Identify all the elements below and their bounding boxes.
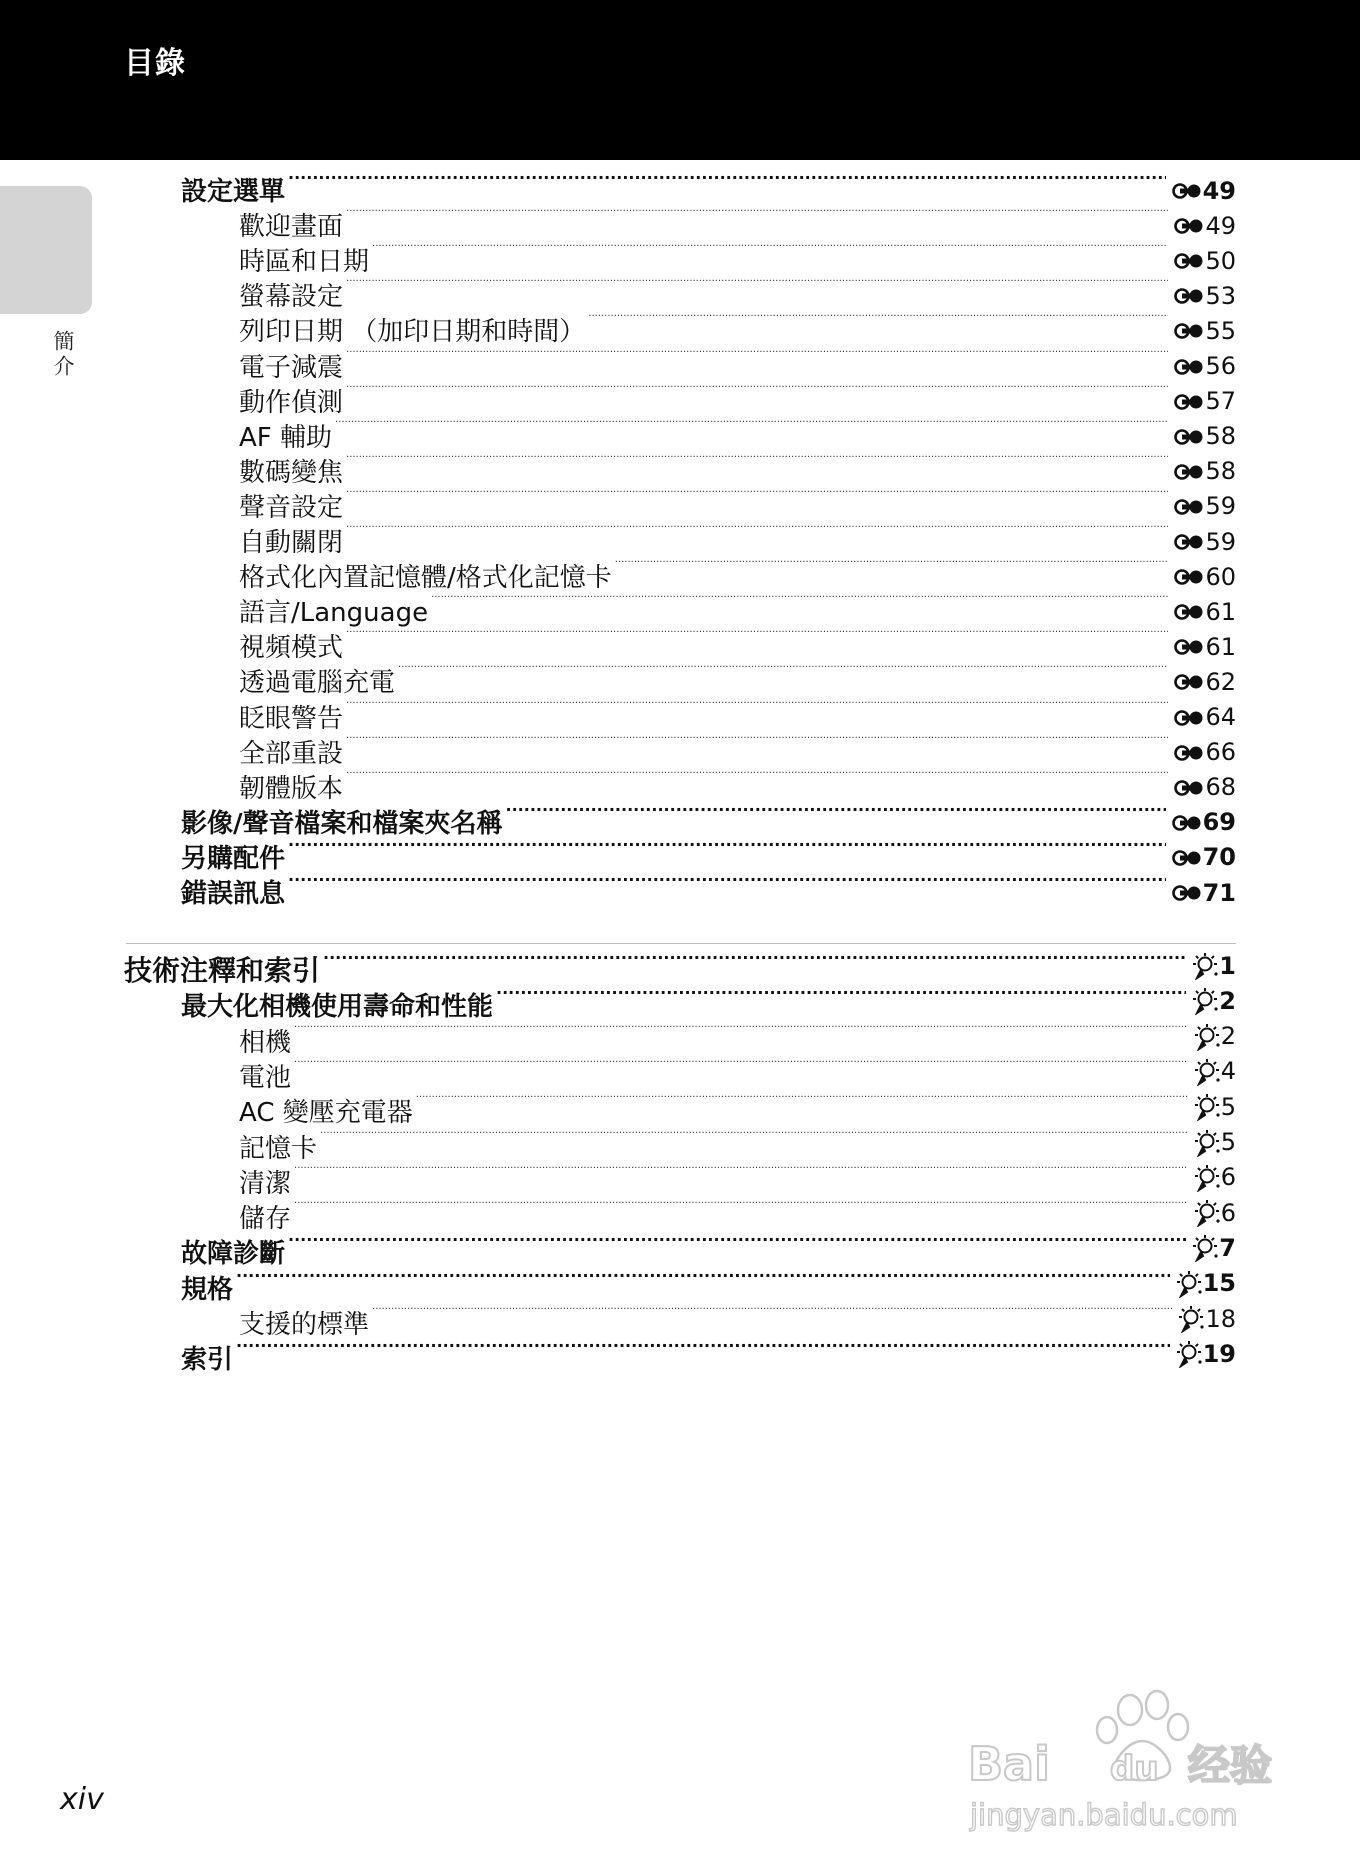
dot-leader — [496, 980, 1186, 1015]
toc-subitem[interactable] — [239, 1157, 1236, 1199]
dot-leader — [346, 446, 1168, 481]
reference-section-icon — [1174, 673, 1204, 691]
toc-entry-label: 清潔 — [239, 1168, 292, 1199]
reference-section-icon — [1174, 463, 1204, 481]
toc-page-number: 53 — [1205, 281, 1236, 310]
toc-subitem[interactable] — [239, 376, 1236, 418]
toc-page-ref[interactable] — [1172, 1302, 1236, 1337]
reference-section-icon — [1172, 849, 1202, 867]
toc-entry-label: 相機 — [239, 1027, 292, 1058]
toc-subitem[interactable] — [239, 411, 1236, 453]
dot-leader — [588, 305, 1168, 340]
dot-leader — [416, 1086, 1188, 1121]
toc-page-number: 68 — [1205, 773, 1236, 802]
toc-page-number: 18 — [1205, 1304, 1236, 1333]
toc-item[interactable] — [181, 797, 1236, 839]
dot-leader — [346, 516, 1168, 551]
technical-notes-icon — [1178, 1305, 1204, 1333]
dot-leader — [615, 551, 1169, 586]
reference-section-icon — [1174, 603, 1204, 621]
technical-notes-icon — [1194, 1093, 1220, 1121]
toc-page-number: 61 — [1205, 632, 1236, 661]
toc-subitem[interactable] — [239, 621, 1236, 664]
dot-leader — [431, 586, 1168, 621]
dot-leader — [320, 1122, 1188, 1157]
technical-notes-icon — [1192, 1234, 1218, 1262]
toc-subitem[interactable] — [239, 762, 1236, 804]
toc-entry-label: 錯誤訊息 — [181, 879, 286, 909]
toc-page-number: 2 — [1219, 986, 1236, 1015]
toc-page-number: 7 — [1219, 1233, 1236, 1262]
toc-subitem[interactable] — [239, 481, 1236, 523]
toc-entry-label: 時區和日期 — [239, 247, 370, 278]
dot-leader — [294, 1192, 1188, 1227]
reference-section-icon — [1174, 428, 1204, 446]
technical-notes-icon — [1176, 1340, 1202, 1368]
reference-section-icon — [1174, 393, 1204, 411]
toc-entry-label: 語言/Language — [239, 598, 429, 629]
toc-entry-label: 歡迎畫面 — [239, 212, 344, 243]
toc-entry-label: 另購配件 — [181, 843, 286, 874]
toc-subitem[interactable] — [239, 1016, 1236, 1058]
toc-entry-label: 眨眼警告 — [239, 703, 344, 734]
technical-notes-icon — [1194, 1058, 1220, 1086]
toc-entry-label: 自動關閉 — [239, 528, 344, 558]
toc-subitem[interactable] — [239, 1192, 1236, 1235]
toc-page-number: 1 — [1219, 951, 1236, 980]
reference-section-icon — [1174, 638, 1204, 656]
toc-chapter[interactable] — [124, 945, 1236, 987]
toc-item[interactable] — [181, 1227, 1236, 1270]
technical-notes-icon — [1194, 1023, 1220, 1051]
dot-leader — [372, 1298, 1172, 1333]
toc-entry-label: 支援的標準 — [239, 1310, 370, 1340]
toc-item[interactable] — [181, 165, 1236, 207]
reference-section-icon — [1174, 287, 1204, 305]
toc-entry-label: 動作偵測 — [239, 387, 344, 418]
toc-subitem[interactable] — [239, 1051, 1236, 1093]
side-section-label: 簡介 — [51, 330, 75, 380]
dot-leader — [346, 621, 1168, 656]
dot-leader — [398, 656, 1168, 691]
dot-leader — [288, 867, 1166, 902]
reference-section-icon — [1174, 779, 1204, 797]
toc-page-number: 70 — [1202, 843, 1236, 872]
dot-leader — [236, 1263, 1170, 1298]
toc-subitem[interactable] — [239, 1086, 1236, 1129]
page-title: 目錄 — [124, 46, 186, 81]
reference-section-icon — [1174, 322, 1204, 340]
dot-leader — [372, 235, 1168, 270]
toc-page-ref[interactable] — [1188, 1054, 1236, 1089]
toc-entry-label: 索引 — [181, 1345, 234, 1376]
toc-subitem[interactable] — [239, 692, 1236, 734]
reference-section-icon — [1172, 884, 1202, 902]
dot-leader — [346, 200, 1168, 235]
reference-section-icon — [1174, 744, 1204, 762]
toc-subitem[interactable] — [239, 551, 1236, 594]
toc-item[interactable] — [181, 867, 1236, 909]
svg-text:经验: 经验 — [1188, 1741, 1273, 1790]
reference-section-icon — [1174, 568, 1204, 586]
toc-page-ref[interactable] — [1166, 876, 1236, 911]
toc-page-number: 56 — [1205, 352, 1236, 380]
toc-subitem[interactable] — [239, 727, 1236, 769]
toc-page-ref[interactable] — [1188, 1160, 1236, 1195]
page-number: xiv — [60, 1782, 104, 1817]
dot-leader — [506, 797, 1166, 832]
toc-page-number: 69 — [1202, 808, 1236, 837]
toc-entry-label: 格式化內置記憶體/格式化記憶卡 — [239, 563, 612, 594]
dot-leader — [346, 481, 1168, 516]
toc-entry-label: 聲音設定 — [239, 492, 344, 523]
toc-page-ref[interactable] — [1186, 1231, 1236, 1266]
toc-page-ref[interactable] — [1186, 984, 1236, 1019]
svg-text:du: du — [1110, 1749, 1159, 1789]
reference-section-icon — [1174, 217, 1204, 235]
toc-entry-label: 電子減震 — [239, 352, 344, 383]
dot-leader — [288, 832, 1166, 867]
dot-leader — [346, 270, 1168, 305]
toc-entry-label: 透過電腦充電 — [239, 668, 396, 699]
toc-entry-label: AC 變壓充電器 — [239, 1098, 413, 1129]
toc-subitem[interactable] — [239, 586, 1236, 629]
toc-entry-label: 韌體版本 — [239, 773, 344, 804]
reference-section-icon — [1174, 498, 1204, 516]
toc-page-ref[interactable] — [1188, 1125, 1236, 1160]
toc-page-number: 5 — [1220, 1128, 1236, 1156]
toc-subitem[interactable] — [239, 516, 1236, 558]
svg-text:jingyan.baidu.com: jingyan.baidu.com — [970, 1798, 1238, 1832]
toc-page-number: 59 — [1205, 492, 1236, 521]
toc-subitem[interactable] — [239, 1298, 1236, 1340]
toc-page-number: 6 — [1220, 1198, 1236, 1227]
dot-leader — [335, 411, 1168, 446]
toc-entry-label: 記憶卡 — [239, 1133, 318, 1164]
toc-page-number: 58 — [1205, 422, 1236, 451]
technical-notes-icon — [1194, 1164, 1220, 1192]
toc-page-number: 57 — [1205, 387, 1236, 416]
dot-leader — [294, 1051, 1188, 1086]
dot-leader — [288, 1227, 1186, 1262]
dot-leader — [236, 1333, 1170, 1368]
toc-page-number: 2 — [1220, 1022, 1236, 1051]
toc-item[interactable] — [181, 1263, 1236, 1305]
toc-item[interactable] — [181, 980, 1236, 1023]
toc-entry-label: 故障診斷 — [181, 1239, 286, 1270]
technical-notes-icon — [1192, 987, 1218, 1015]
toc-subitem[interactable] — [239, 200, 1236, 243]
dot-leader — [346, 341, 1168, 376]
toc-page-number: 19 — [1202, 1339, 1236, 1368]
reference-section-icon — [1174, 533, 1204, 551]
toc-entry-label: 規格 — [181, 1274, 234, 1305]
toc-entry-label: 最大化相機使用壽命和性能 — [181, 992, 494, 1023]
toc-page-number: 60 — [1205, 562, 1236, 591]
toc-page-number: 62 — [1205, 667, 1236, 696]
dot-leader — [346, 762, 1168, 797]
toc-page-ref[interactable] — [1188, 1019, 1236, 1054]
baidu-watermark-logo — [960, 1665, 1300, 1835]
reference-section-icon — [1174, 252, 1204, 270]
toc-page-ref[interactable] — [1186, 949, 1236, 984]
technical-notes-icon — [1192, 952, 1218, 980]
toc-item[interactable] — [181, 1333, 1236, 1376]
toc-page-ref[interactable] — [1170, 1266, 1236, 1301]
reference-section-icon — [1174, 709, 1204, 727]
toc-page-number: 71 — [1202, 878, 1236, 907]
toc-entry-label: 視頻模式 — [239, 633, 344, 664]
dot-leader — [346, 692, 1168, 727]
toc-page-number: 6 — [1220, 1163, 1236, 1192]
toc-page-number: 49 — [1202, 176, 1236, 205]
dot-leader — [346, 376, 1168, 411]
toc-page-ref[interactable] — [1188, 1196, 1236, 1231]
dot-leader — [288, 165, 1166, 200]
toc-entry-label: 設定選單 — [181, 177, 286, 207]
toc-page-number: 58 — [1205, 457, 1236, 486]
svg-text:Bai: Bai — [968, 1737, 1050, 1791]
toc-page-number: 49 — [1205, 211, 1236, 240]
toc-page-number: 50 — [1205, 246, 1236, 275]
side-section-tab[interactable] — [0, 186, 92, 314]
toc-subitem[interactable] — [239, 1122, 1236, 1164]
toc-entry-label: 電池 — [239, 1062, 292, 1093]
technical-notes-icon — [1194, 1129, 1220, 1157]
toc-page-number: 64 — [1205, 703, 1236, 731]
toc-page-number: 15 — [1202, 1269, 1236, 1298]
page-header-bar — [0, 0, 1360, 160]
toc-page-number: 66 — [1205, 738, 1236, 767]
toc-subitem[interactable] — [239, 235, 1236, 278]
reference-section-icon — [1172, 182, 1202, 200]
toc-subitem[interactable] — [239, 341, 1236, 383]
toc-entry-label: 數碼變焦 — [239, 457, 344, 488]
technical-notes-icon — [1194, 1199, 1220, 1227]
toc-subitem[interactable] — [239, 656, 1236, 699]
toc-item[interactable] — [181, 832, 1236, 874]
dot-leader — [323, 945, 1186, 980]
toc-entry-label: 影像/聲音檔案和檔案夾名稱 — [181, 808, 503, 839]
dot-leader — [294, 1157, 1188, 1192]
toc-page-number: 5 — [1220, 1092, 1236, 1121]
reference-section-icon — [1172, 814, 1202, 832]
toc-entry-label: 技術注釋和索引 — [124, 954, 321, 987]
toc-entry-label: 列印日期 （加印日期和時間） — [239, 317, 586, 348]
toc-page-number: 4 — [1220, 1057, 1236, 1086]
toc-page-number: 61 — [1205, 597, 1236, 626]
toc-entry-label: AF 輔助 — [239, 422, 333, 453]
toc-page-number: 55 — [1205, 316, 1236, 345]
toc-entry-label: 儲存 — [239, 1204, 292, 1235]
toc-entry-label: 螢幕設定 — [239, 282, 344, 313]
section-divider — [126, 943, 1236, 944]
dot-leader — [346, 727, 1168, 762]
toc-page-number: 59 — [1205, 527, 1236, 556]
toc-page-ref[interactable] — [1170, 1337, 1236, 1372]
toc-subitem[interactable] — [239, 270, 1236, 313]
reference-section-icon — [1174, 358, 1204, 376]
toc-page-ref[interactable] — [1188, 1090, 1236, 1125]
toc-entry-label: 全部重設 — [239, 738, 344, 769]
toc-subitem[interactable] — [239, 305, 1236, 348]
toc-subitem[interactable] — [239, 446, 1236, 488]
dot-leader — [294, 1016, 1188, 1051]
technical-notes-icon — [1176, 1270, 1202, 1298]
